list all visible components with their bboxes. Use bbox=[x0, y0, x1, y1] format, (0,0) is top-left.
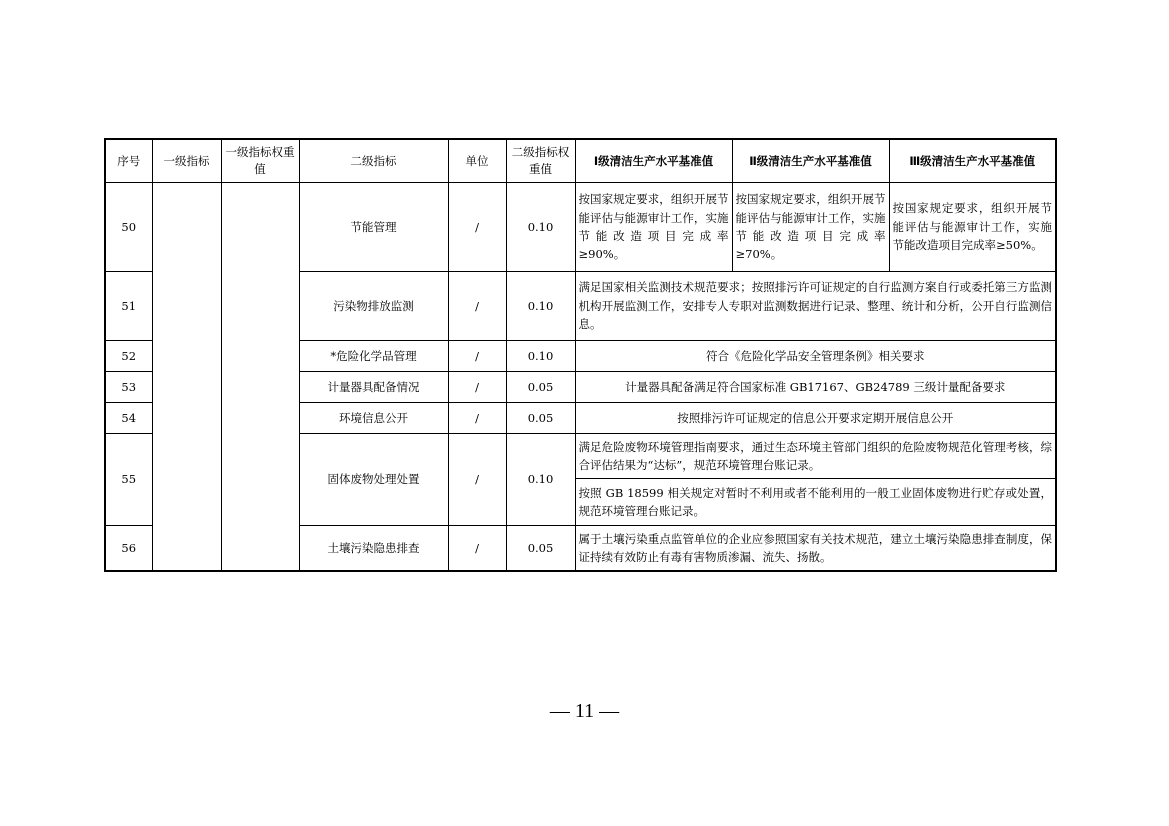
row-seq: 54 bbox=[105, 403, 152, 434]
row-seq: 52 bbox=[105, 341, 152, 372]
row-seq: 53 bbox=[105, 372, 152, 403]
header-level2: 二级指标 bbox=[299, 139, 448, 183]
row-weight: 0.05 bbox=[506, 526, 575, 572]
row-indicator: 计量器具配备情况 bbox=[299, 372, 448, 403]
row-unit: / bbox=[448, 341, 506, 372]
table-header-row bbox=[105, 139, 1056, 183]
header-grade2: Ⅱ级清洁生产水平基准值 bbox=[732, 139, 889, 183]
header-level1-weight: 一级指标权重值 bbox=[221, 139, 299, 183]
row-unit: / bbox=[448, 434, 506, 526]
row-requirement-hazardous: 满足危险废物环境管理指南要求，通过生态环境主管部门组织的危险废物规范化管理考核，综合评估结果为“达标”，规范环境管理台账记录。 bbox=[575, 434, 1056, 479]
row-unit: / bbox=[448, 372, 506, 403]
row-seq: 55 bbox=[105, 434, 152, 526]
row-unit: / bbox=[448, 403, 506, 434]
row-weight: 0.10 bbox=[506, 434, 575, 526]
row-requirement-general: 按照 GB 18599 相关规定对暂时不利用或者不能利用的一般工业固体废物进行贮存或处置，规范环境管理台账记录。 bbox=[575, 479, 1056, 526]
row-unit: / bbox=[448, 272, 506, 341]
row-unit: / bbox=[448, 183, 506, 272]
row-weight: 0.10 bbox=[506, 341, 575, 372]
row-weight: 0.10 bbox=[506, 183, 575, 272]
header-unit: 单位 bbox=[448, 139, 506, 183]
row-grade2: 按国家规定要求，组织开展节能评估与能源审计工作，实施节能改造项目完成率≥70%。 bbox=[732, 183, 889, 272]
row-indicator: 污染物排放监测 bbox=[299, 272, 448, 341]
row-unit: / bbox=[448, 526, 506, 572]
row-requirement: 满足国家相关监测技术规范要求；按照排污许可证规定的自行监测方案自行或委托第三方监测机构开展监测工作，安排专人专职对监测数据进行记录、整理、统计和分析，公开自行监测信息。 bbox=[575, 272, 1056, 341]
row-indicator: 土壤污染隐患排查 bbox=[299, 526, 448, 572]
row-weight: 0.10 bbox=[506, 272, 575, 341]
row-requirement: 符合《危险化学品安全管理条例》相关要求 bbox=[575, 341, 1056, 372]
row-requirement: 计量器具配备满足符合国家标准 GB17167、GB24789 三级计量配备要求 bbox=[575, 372, 1056, 403]
row-weight: 0.05 bbox=[506, 372, 575, 403]
level1-weight-merged-cell bbox=[221, 183, 299, 572]
header-grade1: Ⅰ级清洁生产水平基准值 bbox=[575, 139, 732, 183]
row-seq: 51 bbox=[105, 272, 152, 341]
row-requirement: 属于土壤污染重点监管单位的企业应参照国家有关技术规范，建立土壤污染隐患排查制度，保证持续有效防止有毒有害物质渗漏、流失、扬散。 bbox=[575, 526, 1056, 572]
header-level2-weight: 二级指标权重值 bbox=[506, 139, 575, 183]
row-seq: 56 bbox=[105, 526, 152, 572]
header-level1: 一级指标 bbox=[152, 139, 221, 183]
row-indicator: *危险化学品管理 bbox=[299, 341, 448, 372]
row-requirement: 按照排污许可证规定的信息公开要求定期开展信息公开 bbox=[575, 403, 1056, 434]
page-number: — 11 — bbox=[549, 700, 620, 722]
row-indicator: 环境信息公开 bbox=[299, 403, 448, 434]
row-weight: 0.05 bbox=[506, 403, 575, 434]
header-seq: 序号 bbox=[105, 139, 152, 183]
row-indicator: 固体废物处理处置 bbox=[299, 434, 448, 526]
row-indicator: 节能管理 bbox=[299, 183, 448, 272]
table-row bbox=[105, 183, 1056, 272]
level1-merged-cell bbox=[152, 183, 221, 572]
criteria-table bbox=[104, 138, 1057, 572]
row-grade1: 按国家规定要求，组织开展节能评估与能源审计工作，实施节能改造项目完成率≥90%。 bbox=[575, 183, 732, 272]
row-seq: 50 bbox=[105, 183, 152, 272]
header-grade3: Ⅲ级清洁生产水平基准值 bbox=[889, 139, 1056, 183]
row-grade3: 按国家规定要求，组织开展节能评估与能源审计工作，实施节能改造项目完成率≥50%。 bbox=[889, 183, 1056, 272]
